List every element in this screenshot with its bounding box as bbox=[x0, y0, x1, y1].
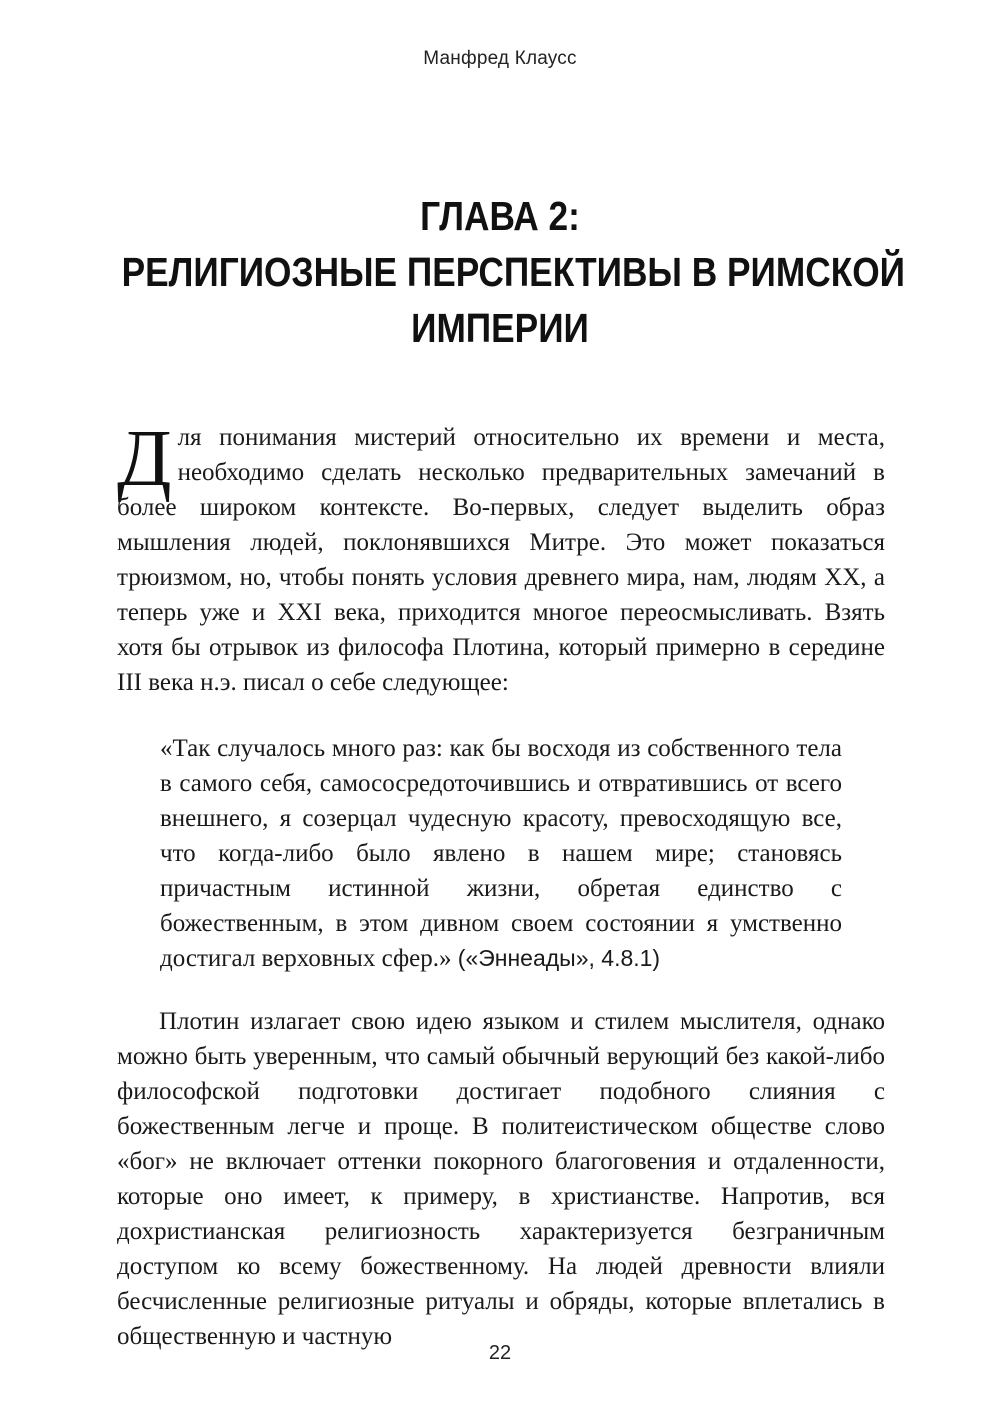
block-quote bbox=[160, 731, 842, 976]
quote-text: «Так случалось много раз: как бы восходя из собственного тела в самого себя, самососредоточившись и отвратившись от всего внешнего, я созерцал чудесную красоту, превосходящую все, что когда-либо было явлено в нашем мире; становясь причастным истинной жизни, обретая единство с божественным, в этом дивном своем состоянии я умственно достигал верховных сфер.» bbox=[160, 735, 842, 972]
chapter-title bbox=[121, 188, 906, 356]
running-header-author: Манфред Клаусс bbox=[423, 48, 577, 69]
chapter-title-line-1: ГЛАВА 2: bbox=[420, 193, 580, 239]
page-number: 22 bbox=[488, 1342, 512, 1364]
quote-citation: («Эннеады», 4.8.1) bbox=[457, 945, 661, 971]
chapter-title-line-2: РЕЛИГИОЗНЫЕ ПЕРСПЕКТИВЫ В РИМСКОЙ bbox=[121, 249, 906, 295]
drop-cap: Д bbox=[117, 415, 172, 503]
paragraph-plotinus: Плотин излагает свою идею языком и стилем мыслителя, однако можно быть уверенным, что самый обычный верующий без какой-либо философской подготовки достигает подобного слияния с божественным легче и проще. В политеистическом обществе слово «бог» не включает оттенки покорного благоговения и отдаленности, которые оно имеет, к примеру, в христианстве. Напротив, вся дохристианская религиозность характеризуется безграничным доступом ко всему божественному. На людей древности влияли бесчисленные религиозные ритуалы и обряды, которые вплетались в общественную и частную bbox=[117, 1008, 885, 1350]
paragraph-intro-text: ля понимания мистерий относительно их времени и места, необходимо сделать несколько предварительных замечаний в более широком контексте. Во-первых, следует выделить образ мышления людей, поклонявшихся Митре. Это может показаться трюизмом, но, чтобы понять условия древнего мира, нам, людям XX, а теперь уже и XXI века, приходится многое переосмысливать. Взять хотя бы отрывок из философа Плотина, который примерно в середине III века н.э. писал о себе следующее: bbox=[117, 424, 885, 696]
paragraph-intro bbox=[117, 415, 885, 700]
chapter-title-line-3: ИМПЕРИИ bbox=[411, 305, 589, 351]
